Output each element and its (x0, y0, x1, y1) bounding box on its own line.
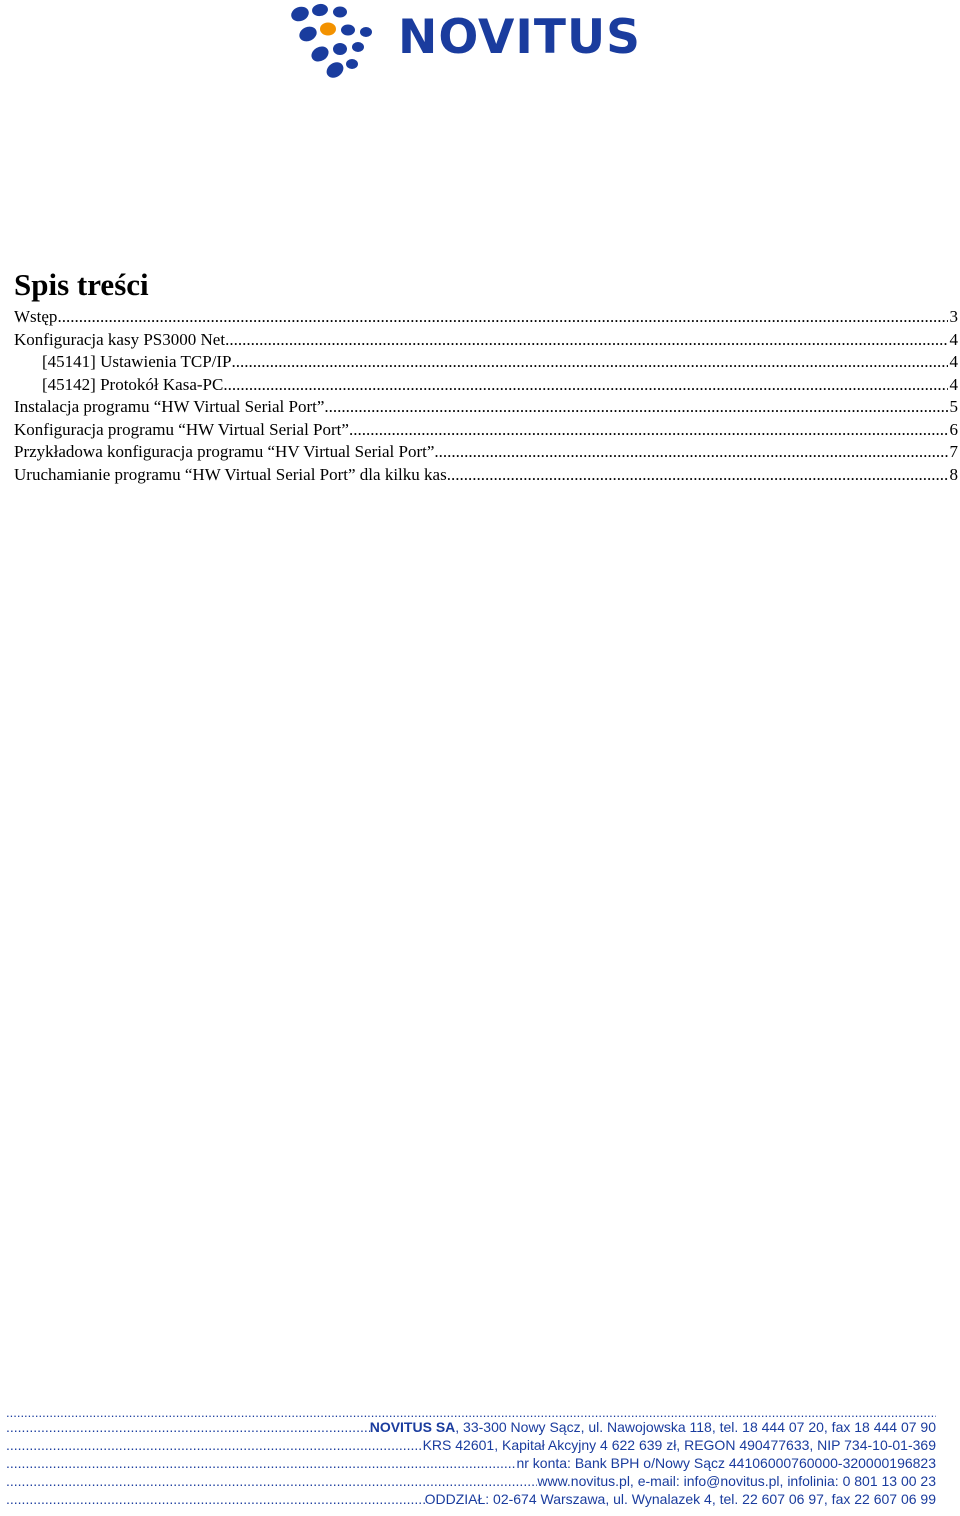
toc-entry-text: Konfiguracja kasy PS3000 Net (14, 329, 226, 349)
toc-entry-konfiguracja-programu[interactable] (14, 419, 958, 442)
footer-branch-text: ODDZIAŁ: 02-674 Warszawa, ul. Wynalazek 4, tel. 22 607 06 97, fax 22 607 06 99 (424, 1491, 936, 1507)
footer-leader-dots (6, 1490, 425, 1508)
footer-leader-dots (6, 1418, 370, 1436)
footer-registry-text: KRS 42601, Kapitał Akcyjny 4 622 639 zł, REGON 490477633, NIP 734-10-01-369 (422, 1437, 936, 1453)
toc-leader-dots (232, 351, 948, 374)
toc-leader-dots (349, 419, 948, 442)
toc-page-number: 8 (949, 464, 958, 484)
toc-leader-dots (434, 441, 947, 464)
toc-page-number: 5 (949, 397, 958, 416)
footer-line-bank (6, 1454, 936, 1472)
footer-contact-text: www.novitus.pl, e-mail: info@novitus.pl, infolinia: 0 801 13 00 23 (537, 1473, 936, 1489)
footer-line-branch (6, 1490, 936, 1508)
toc-entry-text: [45141] Ustawienia TCP/IP (42, 352, 232, 371)
toc-entry-uruchamianie[interactable] (14, 464, 958, 487)
toc-entry-przykladowa[interactable] (14, 441, 958, 464)
footer-bank-text: nr konta: Bank BPH o/Nowy Sącz 44106000760000-320000196823 (516, 1455, 936, 1471)
footer-dotted-rule (6, 1408, 936, 1418)
footer-line-registry (6, 1436, 936, 1454)
toc-page-number: 4 (949, 374, 958, 394)
toc-entry-text: Konfiguracja programu “HW Virtual Serial Port” (14, 419, 349, 439)
toc-entry-text: Przykładowa konfiguracja programu “HV Virtual Serial Port” (14, 442, 435, 461)
logo-wordmark: NOVITUS (398, 10, 641, 65)
toc-leader-dots (447, 464, 948, 487)
novitus-logo (290, 2, 690, 82)
table-of-contents (14, 266, 958, 486)
footer-line-company (6, 1418, 936, 1436)
toc-leader-dots (57, 306, 947, 329)
footer-leader-dots (6, 1472, 537, 1490)
toc-page-number: 3 (949, 307, 958, 326)
toc-entry-text: Instalacja programu “HW Virtual Serial Port” (14, 397, 325, 416)
toc-page-number: 4 (949, 352, 958, 371)
toc-entry-konfiguracja-kasy[interactable] (14, 329, 958, 352)
toc-leader-dots (223, 374, 947, 397)
toc-entry-instalacja[interactable] (14, 396, 958, 419)
toc-entry-wstep[interactable] (14, 306, 958, 329)
toc-entry-text: Wstęp (14, 307, 58, 326)
logo-dots-icon (290, 2, 390, 82)
toc-page-number: 6 (949, 419, 958, 439)
toc-title: Spis treści (14, 267, 149, 302)
toc-page-number: 7 (949, 442, 958, 461)
toc-entry-tcp-ip[interactable] (14, 351, 958, 374)
toc-page-number: 4 (949, 329, 958, 349)
toc-entry-protokol[interactable] (14, 374, 958, 397)
footer-company-address: , 33-300 Nowy Sącz, ul. Nawojowska 118, tel. 18 444 07 20, fax 18 444 07 90 (455, 1419, 936, 1435)
page-footer (6, 1408, 936, 1508)
toc-entry-text: Uruchamianie programu “HW Virtual Serial Port” dla kilku kas (14, 464, 447, 484)
footer-leader-dots (6, 1436, 423, 1454)
footer-leader-dots (6, 1454, 516, 1472)
toc-leader-dots (324, 396, 947, 419)
footer-company-name: NOVITUS SA (369, 1419, 456, 1435)
toc-entry-text: [45142] Protokół Kasa-PC (42, 374, 224, 394)
toc-leader-dots (225, 329, 947, 352)
footer-line-contact (6, 1472, 936, 1490)
